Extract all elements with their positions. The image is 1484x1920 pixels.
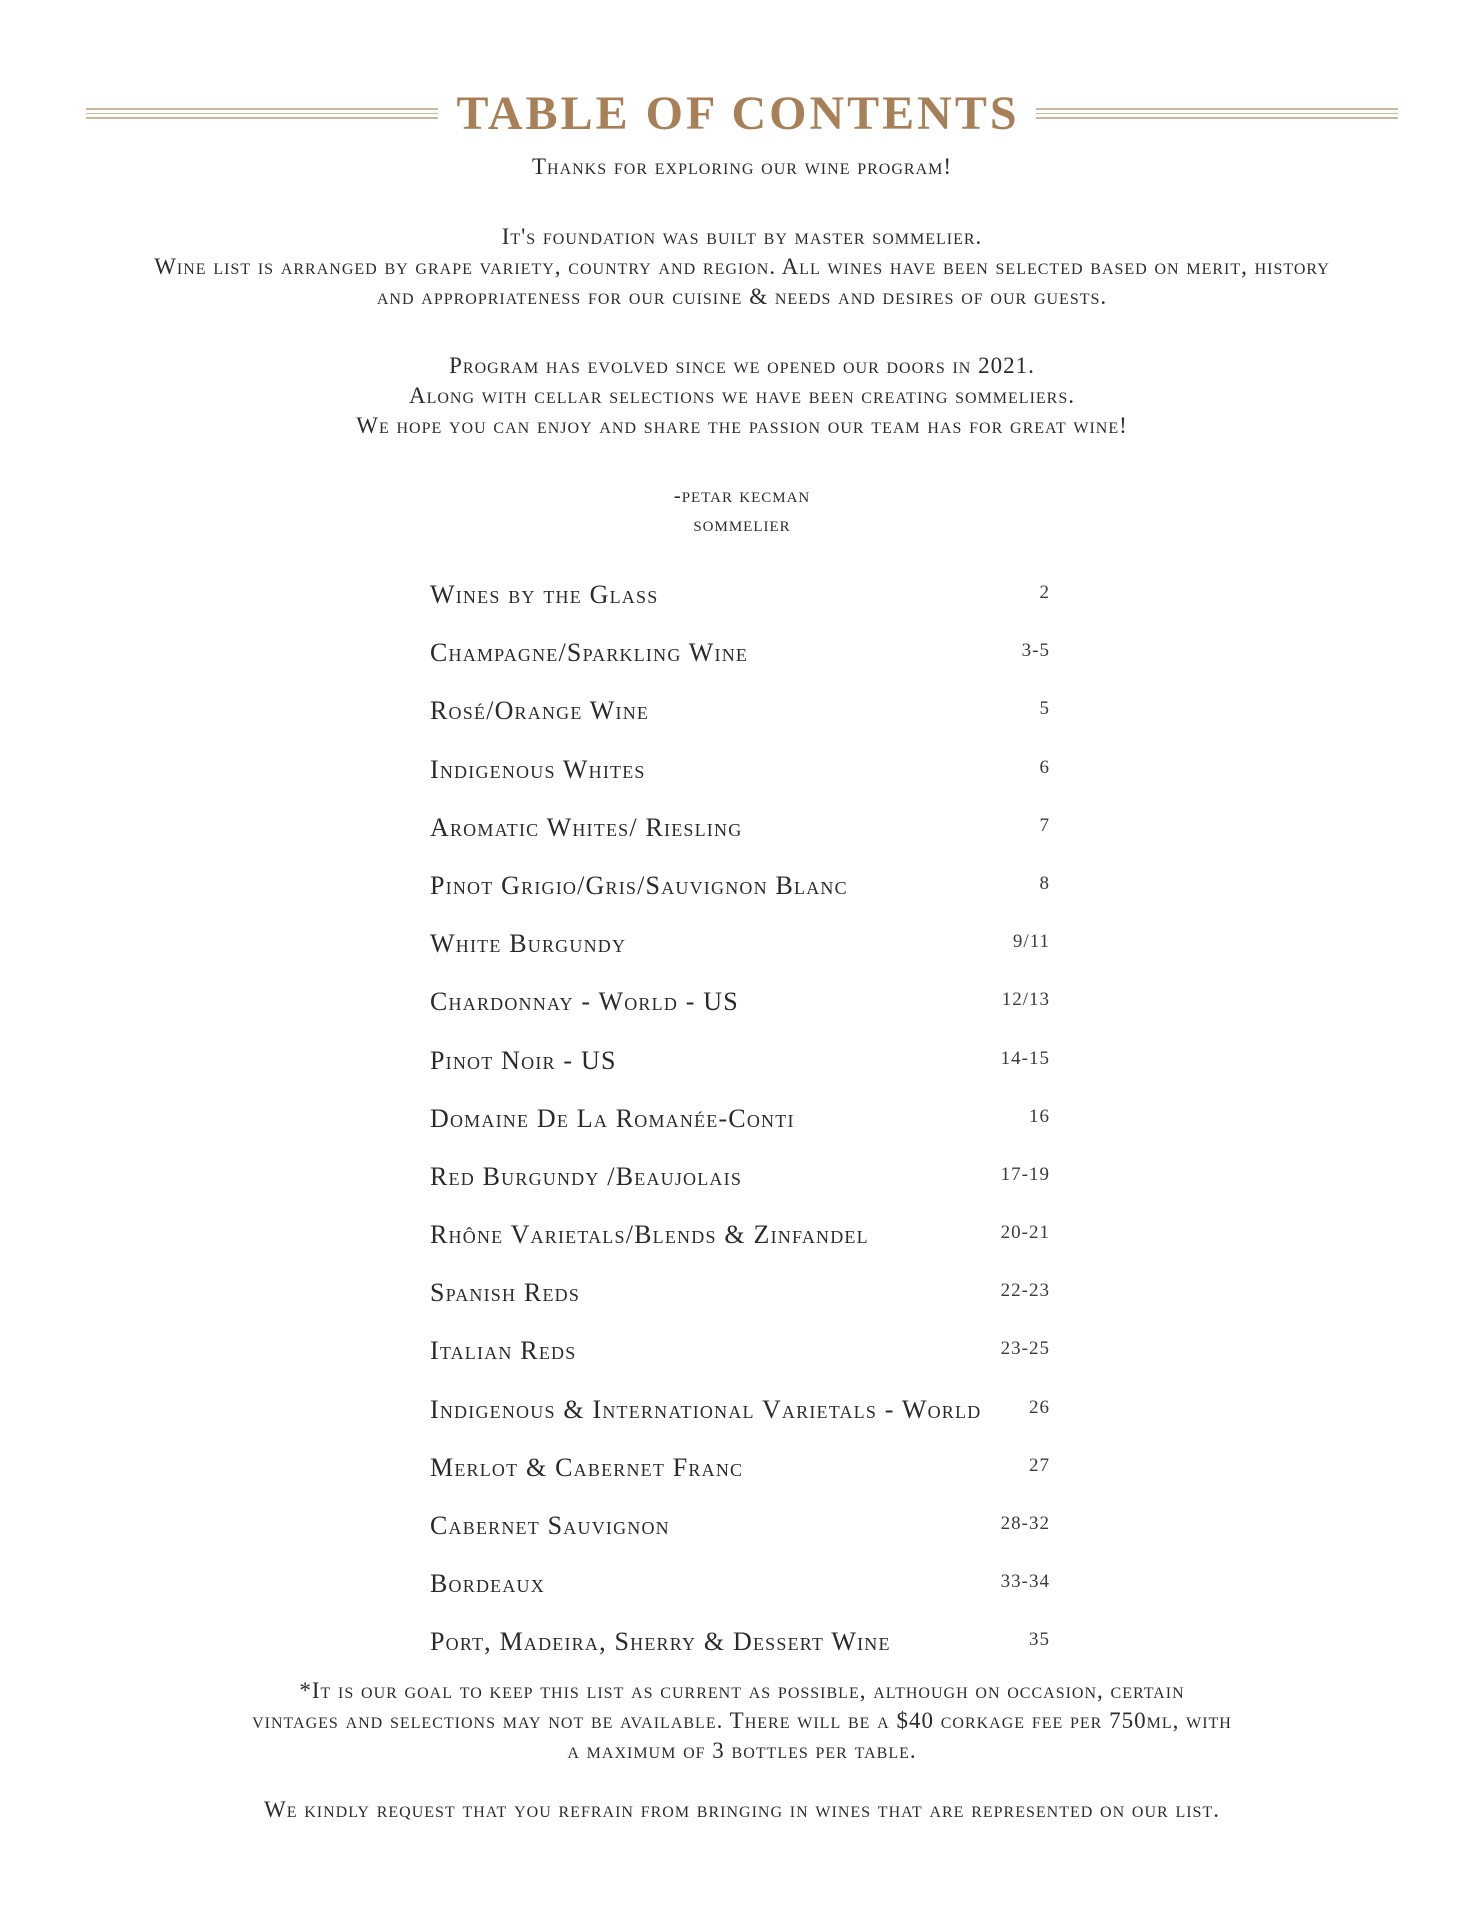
toc-entry-label: Champagne/Sparkling Wine <box>430 638 749 668</box>
toc-entry-page: 2 <box>1039 582 1050 603</box>
toc-entry-label: Wines by the Glass <box>430 580 659 609</box>
toc-entry-label: Cabernet Sauvignon <box>430 1511 670 1540</box>
signature-title: sommelier <box>693 512 791 536</box>
toc-entry-label: Rhône Varietals/Blends & Zinfandel <box>430 1220 869 1250</box>
signature-name: -petar kecman <box>673 483 811 507</box>
toc-entry-page: 35 <box>1029 1629 1050 1651</box>
toc-entry[interactable] <box>430 985 1050 1043</box>
header <box>0 84 1484 144</box>
toc-entry[interactable] <box>430 1276 1050 1334</box>
toc-entry[interactable] <box>430 1334 1050 1392</box>
toc-entry-label: Rosé/Orange Wine <box>430 696 650 726</box>
toc-entry-page: 27 <box>1029 1454 1050 1476</box>
toc-entry[interactable] <box>430 1218 1050 1276</box>
intro-foundation-line-2: Wine list is arranged by grape variety, country and region. All wines have been selected based on merit, history <box>154 254 1330 279</box>
toc-entry[interactable] <box>430 1102 1050 1160</box>
intro-foundation-line-1: It's foundation was built by master sommelier. <box>501 224 983 249</box>
footer-note-line-1: *It is our goal to keep this list as current as possible, although on occasion, certain <box>299 1678 1185 1703</box>
toc-entry-label: Pinot Grigio/Gris/Sauvignon Blanc <box>430 870 848 900</box>
toc-entry[interactable] <box>430 1160 1050 1218</box>
toc-entry-page: 3-5 <box>1021 640 1050 662</box>
toc-entry-page: 33-34 <box>1000 1571 1050 1593</box>
toc-entry[interactable] <box>430 1625 1050 1683</box>
toc-entry-page: 6 <box>1039 756 1050 778</box>
toc-entry-page: 9/11 <box>1012 931 1050 953</box>
toc-entry-label: Indigenous Whites <box>430 754 646 784</box>
toc-entry-page: 14-15 <box>1000 1047 1050 1069</box>
decorative-rule-left <box>86 108 438 120</box>
toc-entry-page: 12/13 <box>1001 989 1050 1011</box>
intro-program-line-2: Along with cellar selections we have been creating sommeliers. <box>408 383 1076 408</box>
footer-note-line-3: a maximum of 3 bottles per table. <box>567 1738 917 1763</box>
toc-entry[interactable] <box>430 1509 1050 1567</box>
toc-entry-label: Domaine De La Romanée-Conti <box>430 1103 795 1133</box>
toc-entry-page: 20-21 <box>1000 1222 1050 1244</box>
intro-program-line-1: Program has evolved since we opened our doors in 2021. <box>449 353 1035 378</box>
page-title: TABLE OF CONTENTS <box>456 87 1020 140</box>
toc-entry[interactable] <box>430 927 1050 985</box>
toc-entry[interactable] <box>430 869 1050 927</box>
intro-thanks: Thanks for exploring our wine program! <box>531 154 953 179</box>
toc-entry-page: 8 <box>1039 872 1050 894</box>
toc-entry-page: 23-25 <box>1000 1338 1050 1360</box>
table-of-contents <box>430 578 1050 1684</box>
toc-entry[interactable] <box>430 1393 1050 1451</box>
toc-entry[interactable] <box>430 1451 1050 1509</box>
footer-request: We kindly request that you refrain from bringing in wines that are represented on our list. <box>264 1797 1220 1822</box>
intro-program-line-3: We hope you can enjoy and share the passion our team has for great wine! <box>356 413 1128 438</box>
toc-entry-label: Italian Reds <box>430 1336 577 1366</box>
toc-entry[interactable] <box>430 694 1050 752</box>
toc-entry-page: 5 <box>1039 698 1050 720</box>
toc-entry-label: Bordeaux <box>430 1569 545 1599</box>
toc-entry-page: 7 <box>1039 814 1050 836</box>
toc-entry-label: Red Burgundy /Beaujolais <box>430 1161 743 1191</box>
toc-entry-label: Chardonnay - World - US <box>430 987 739 1017</box>
intro-foundation-line-3: and appropriateness for our cuisine & needs and desires of our guests. <box>376 284 1108 309</box>
toc-entry[interactable] <box>430 1044 1050 1102</box>
toc-entry-page: 22-23 <box>1000 1280 1050 1302</box>
toc-entry[interactable] <box>430 636 1050 694</box>
toc-entry[interactable] <box>430 578 1050 636</box>
decorative-rule-right <box>1036 108 1398 120</box>
toc-entry-label: Merlot & Cabernet Franc <box>430 1452 744 1482</box>
toc-entry-label: Spanish Reds <box>430 1278 581 1308</box>
toc-entry-page: 26 <box>1029 1396 1050 1418</box>
toc-entry-label: White Burgundy <box>430 929 627 959</box>
toc-entry-label: Port, Madeira, Sherry & Dessert Wine <box>430 1627 891 1657</box>
toc-entry-label: Aromatic Whites/ Riesling <box>430 812 743 842</box>
toc-entry-label: Pinot Noir - US <box>430 1045 617 1075</box>
toc-entry[interactable] <box>430 753 1050 811</box>
toc-entry-page: 17-19 <box>1000 1163 1050 1185</box>
toc-entry-page: 16 <box>1029 1105 1050 1127</box>
toc-entry-page: 28-32 <box>1000 1513 1050 1534</box>
toc-entry-label: Indigenous & International Varietals - World <box>430 1394 982 1424</box>
footer-note-line-2: vintages and selections may not be available. There will be a $40 corkage fee per 750ml, with <box>252 1708 1232 1733</box>
toc-entry[interactable] <box>430 1567 1050 1625</box>
toc-entry[interactable] <box>430 811 1050 869</box>
